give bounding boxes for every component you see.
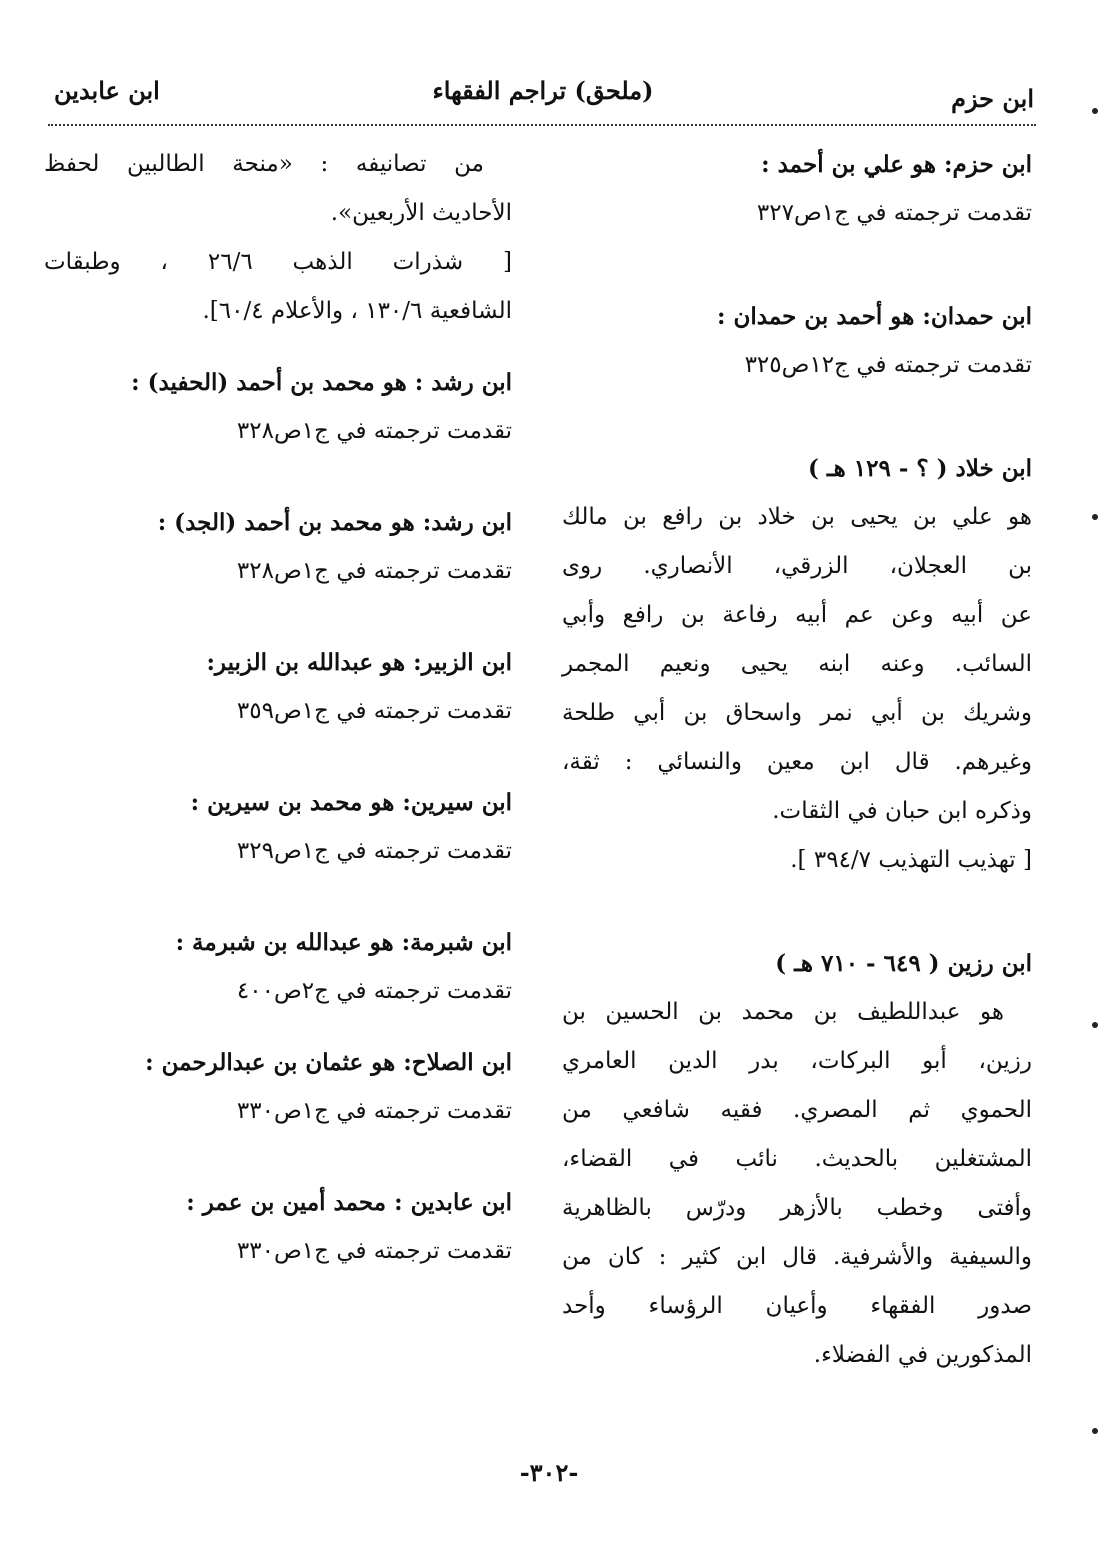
scan-mark	[1092, 1022, 1098, 1028]
spacer	[44, 336, 512, 358]
page-number: -٣٠٢-	[519, 1458, 579, 1487]
entry-ibn-razin	[562, 939, 1032, 1380]
entry-heading: ابن رزين ( ٦٤٩ - ٧١٠ هـ )	[775, 950, 1032, 977]
spacer	[562, 885, 1032, 939]
entry-heading: ابن شبرمة: هو عبدالله بن شبرمة :	[175, 929, 512, 956]
source-citation: [ تهذيب التهذيب ٣٩٤/٧ ].	[790, 847, 1032, 873]
biography-line: الحموي ثم المصري. فقيه شافعي من	[562, 1097, 1032, 1123]
entry-ibn-rushd-grandfather	[44, 498, 512, 596]
entry-heading: ابن حزم: هو علي بن أحمد :	[761, 151, 1032, 178]
entry-heading: ابن الصلاح: هو عثمان بن عبدالرحمن :	[145, 1049, 512, 1076]
continued-biography	[44, 140, 512, 336]
entry-reference: تقدمت ترجمته في ج١ص٣٢٨	[236, 418, 512, 444]
entry-heading: ابن خلاد ( ؟ - ١٢٩ هـ )	[808, 455, 1032, 482]
left-column	[44, 140, 512, 1276]
biography-line: رزين، أبو البركات، بدر الدين العامري	[562, 1048, 1032, 1074]
biography-line: والسيفية والأشرفية. قال ابن كثير : كان من	[562, 1244, 1032, 1270]
biography-line: هو عبداللطيف بن محمد بن الحسين بن	[562, 999, 1004, 1025]
entry-ibn-rushd-grandson	[44, 358, 512, 456]
entry-reference: تقدمت ترجمته في ج٢ص٤٠٠	[236, 978, 512, 1004]
entry-ibn-shubruma	[44, 918, 512, 1016]
biography-line: الأحاديث الأربعين».	[330, 200, 512, 226]
biography-line: بن العجلان، الزرقي، الأنصاري. روى	[562, 553, 1032, 579]
header-last-entry: ابن عابدين	[54, 76, 160, 105]
biography-line: وشريك بن أبي نمر واسحاق بن أبي طلحة	[562, 700, 1032, 726]
entry-reference: تقدمت ترجمته في ج١٢ص٣٢٥	[744, 352, 1032, 378]
entry-reference: تقدمت ترجمته في ج١ص٣٣٠	[236, 1238, 512, 1264]
entry-heading: ابن الزبير: هو عبدالله بن الزبير:	[206, 649, 512, 676]
entry-ibn-hamdan	[562, 292, 1032, 390]
entry-reference: تقدمت ترجمته في ج١ص٣٢٧	[756, 200, 1032, 226]
scan-mark	[1092, 108, 1098, 114]
scan-mark	[1092, 1428, 1098, 1434]
biography-line: وذكره ابن حبان في الثقات.	[772, 798, 1032, 824]
entry-reference: تقدمت ترجمته في ج١ص٣٥٩	[236, 698, 512, 724]
entry-heading: ابن سيرين: هو محمد بن سيرين :	[190, 789, 512, 816]
biography-line: السائب. وعنه ابنه يحيى ونعيم المجمر	[562, 651, 1032, 677]
entry-reference: تقدمت ترجمته في ج١ص٣٣٠	[236, 1098, 512, 1124]
running-header	[48, 70, 1038, 118]
source-citation: [ شذرات الذهب ٢٦/٦ ، وطبقات	[44, 249, 512, 275]
entry-ibn-khallad	[562, 444, 1032, 885]
scan-mark	[1092, 514, 1098, 520]
spacer	[44, 1016, 512, 1038]
spacer	[44, 876, 512, 918]
entry-reference: تقدمت ترجمته في ج١ص٣٢٨	[236, 558, 512, 584]
entry-ibn-al-zubayr	[44, 638, 512, 736]
spacer	[44, 596, 512, 638]
biography-line: صدور الفقهاء وأعيان الرؤساء وأحد	[562, 1293, 1032, 1319]
spacer	[562, 238, 1032, 292]
header-first-entry: ابن حزم	[951, 84, 1034, 113]
biography-line: وأفتى وخطب بالأزهر ودرّس بالظاهرية	[562, 1195, 1032, 1221]
biography-line: من تصانيفه : «منحة الطالبين لحفظ	[44, 151, 484, 177]
spacer	[44, 456, 512, 498]
spacer	[44, 1136, 512, 1178]
entry-heading: ابن حمدان: هو أحمد بن حمدان :	[717, 303, 1032, 330]
entry-reference: تقدمت ترجمته في ج١ص٣٢٩	[236, 838, 512, 864]
entry-ibn-sirin	[44, 778, 512, 876]
entry-heading: ابن رشد : هو محمد بن أحمد (الحفيد) :	[131, 369, 512, 396]
entry-ibn-hazm	[562, 140, 1032, 238]
biography-line: هو علي بن يحيى بن خلاد بن رافع بن مالك	[562, 504, 1032, 530]
biography-line: وغيرهم. قال ابن معين والنسائي : ثقة،	[562, 749, 1032, 775]
spacer	[562, 390, 1032, 444]
entry-heading: ابن رشد: هو محمد بن أحمد (الجد) :	[157, 509, 512, 536]
header-dotted-rule	[48, 124, 1036, 126]
source-citation: الشافعية ١٣٠/٦ ، والأعلام ٦٠/٤].	[202, 298, 512, 324]
biography-line: المشتغلين بالحديث. نائب في القضاء،	[562, 1146, 1032, 1172]
header-section-title: (ملحق) تراجم الفقهاء	[432, 76, 654, 105]
entry-ibn-abidin	[44, 1178, 512, 1276]
biography-line: عن أبيه وعن عم أبيه رفاعة بن رافع وأبي	[562, 602, 1032, 628]
spacer	[44, 736, 512, 778]
entry-heading: ابن عابدين : محمد أمين بن عمر :	[186, 1189, 512, 1216]
entry-ibn-al-salah	[44, 1038, 512, 1136]
biography-line: المذكورين في الفضلاء.	[813, 1342, 1032, 1368]
right-column	[562, 140, 1032, 1380]
